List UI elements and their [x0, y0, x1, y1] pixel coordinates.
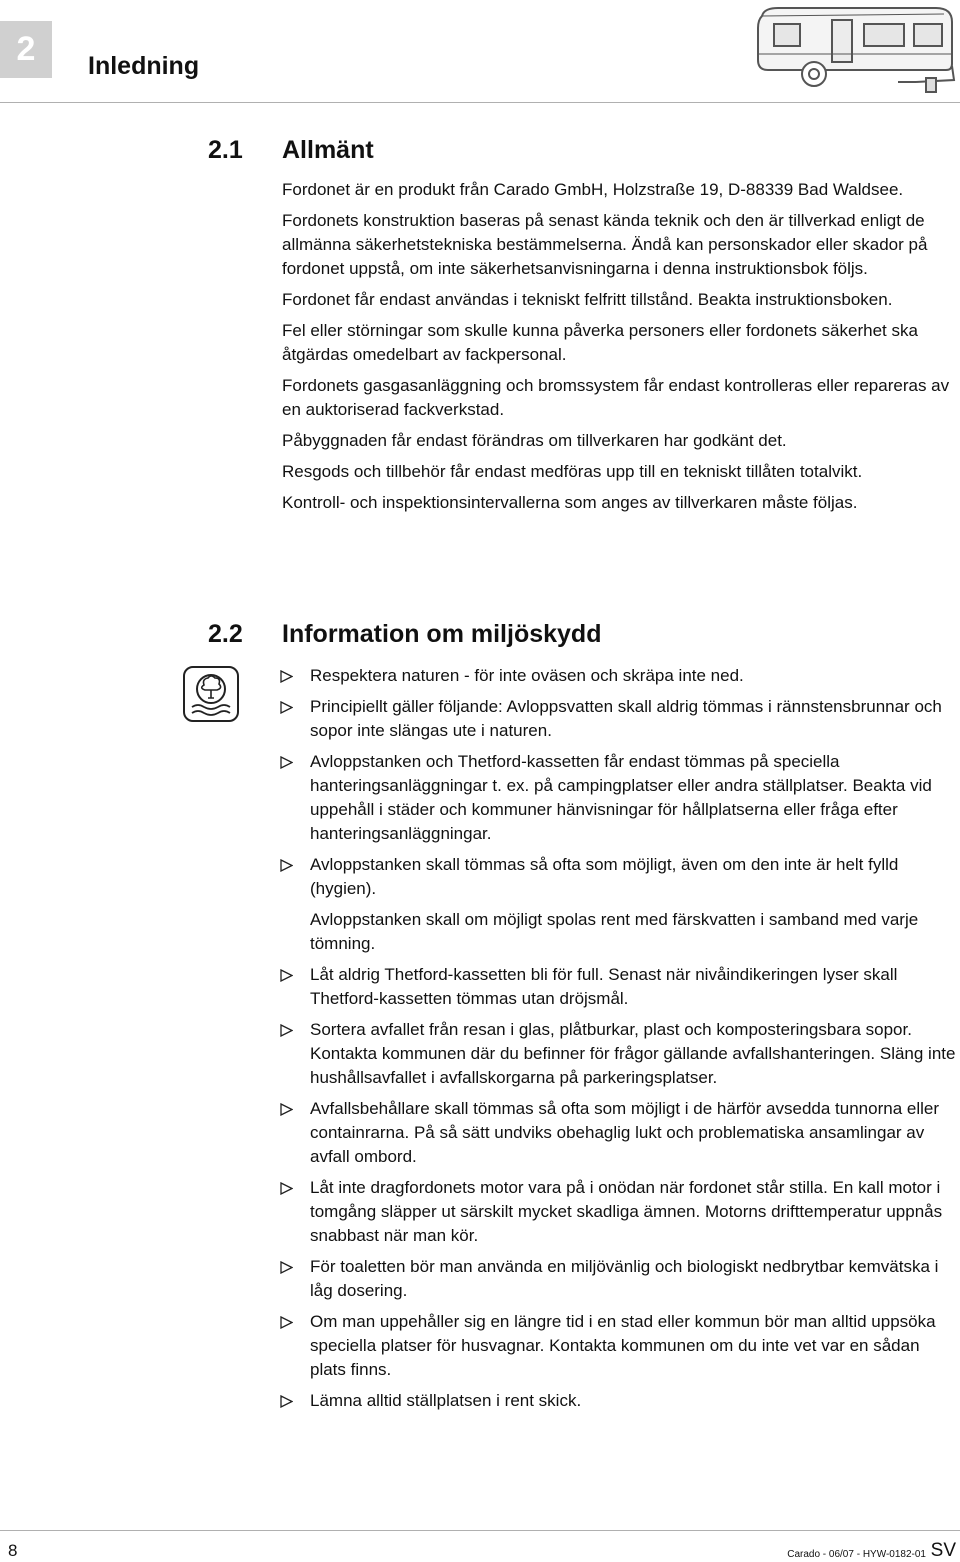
list-item [280, 750, 956, 846]
bullet-text: Avloppstanken skall tömmas så ofta som möjligt, även om den inte är helt fylld (hygien). [310, 855, 899, 898]
paragraph: Resgods och tillbehör får endast medföras upp till en tekniskt tillåten totalvikt. [282, 462, 863, 481]
paragraph: Påbyggnaden får endast förändras om tillverkaren har godkänt det. [282, 431, 787, 450]
triangle-right-icon [280, 1395, 293, 1408]
triangle-right-icon [280, 1024, 293, 1037]
environment-tree-icon [182, 665, 240, 723]
list-item [280, 1176, 956, 1248]
triangle-right-icon [280, 670, 293, 683]
bullet-text: Om man uppehåller sig en längre tid i en stad eller kommun bör man alltid uppsöka speciella platser för husvagnar. Kontakta kommunen om du inte vet var en sådan plats finns. [310, 1312, 936, 1379]
triangle-right-icon [280, 969, 293, 982]
bullet-text: Sortera avfallet från resan i glas, plåtburkar, plast och komposteringsbara sopor. Kontakta kommunen där du befinner för frågor gällande avfallshanteringen. Släng inte hushållsavfallet i avfallskorgarna på parkeringsplatser. [310, 1020, 956, 1087]
triangle-right-icon [280, 701, 293, 714]
bullet-text: Låt inte dragfordonets motor vara på i onödan när fordonet står stilla. En kall motor i tomgång släpper ut särskilt mycket skadliga ämnen. Motorns drifttemperatur uppnås snabbast när man kör. [310, 1178, 943, 1245]
footer-divider [0, 1530, 960, 1531]
chapter-number-box [0, 21, 52, 78]
paragraph: Fordonet är en produkt från Carado GmbH, Holzstraße 19, D-88339 Bad Waldsee. [282, 180, 904, 199]
environment-bullet-list [280, 664, 956, 1420]
bullet-text: För toaletten bör man använda en miljövänlig och biologiskt nedbrytbar kemvätska i låg dosering. [310, 1257, 939, 1300]
bullet-text: Avloppstanken skall om möjligt spolas rent med färskvatten i samband med varje tömning. [310, 910, 919, 953]
bullet-text: Principiellt gäller följande: Avloppsvatten skall aldrig tömmas i rännstensbrunnar och sopor inte slängas ute i naturen. [310, 697, 942, 740]
bullet-text: Avfallsbehållare skall tömmas så ofta som möjligt i de härför avsedda tunnorna eller containrarna. På så sätt undviks obehaglig lukt och problematiska ansamlingar av avfall ombord. [310, 1099, 939, 1166]
bullet-text: Respektera naturen - för inte oväsen och skräpa inte ned. [310, 666, 744, 685]
paragraph: Fordonets konstruktion baseras på senast kända teknik och den är tillverkad enligt de allmänna säkerhetstekniska bestämmelserna. Ändå kan personskador eller skador på fordonet uppstå, om inte säkerhetsanvisningarna i denna instruktionsbok följs. [282, 211, 928, 278]
section-number: 2.2 [208, 620, 243, 648]
list-item [280, 1018, 956, 1090]
language-code: SV [930, 1540, 956, 1561]
list-item [280, 853, 956, 956]
list-item [280, 963, 956, 1011]
chapter-number: 2 [16, 30, 36, 68]
caravan-illustration-icon [748, 2, 958, 100]
triangle-right-icon [280, 756, 293, 769]
document-code: Carado - 06/07 - HYW-0182-01 [787, 1549, 926, 1560]
paragraph: Fordonets gasgasanläggning och bromssystem får endast kontrolleras eller repareras av en auktoriserad fackverkstad. [282, 376, 950, 419]
list-item [280, 1255, 956, 1303]
triangle-right-icon [280, 859, 293, 872]
list-item [280, 1310, 956, 1382]
paragraph: Kontroll- och inspektionsintervallerna som anges av tillverkaren måste följas. [282, 493, 858, 512]
bullet-text: Låt aldrig Thetford-kassetten bli för full. Senast när nivåindikeringen lyser skall Thetford-kassetten tömmas utan dröjsmål. [310, 965, 898, 1008]
chapter-title: Inledning [88, 52, 200, 80]
section-title: Information om miljöskydd [282, 620, 602, 648]
triangle-right-icon [280, 1261, 293, 1274]
section-number: 2.1 [208, 136, 243, 164]
section-body [282, 178, 954, 522]
triangle-right-icon [280, 1182, 293, 1195]
triangle-right-icon [280, 1103, 293, 1116]
page-number: 8 [8, 1541, 18, 1560]
list-item [280, 1097, 956, 1169]
bullet-text: Avloppstanken och Thetford-kassetten får endast tömmas på speciella hanteringsanläggningar t. ex. på campingplatser eller andra ställplatser. Beakta vid uppehåll i städer och kommuner hänvisningar för hållplatserna eller fråga efter hanteringsanläggningar. [310, 752, 932, 843]
paragraph: Fordonet får endast användas i tekniskt felfritt tillstånd. Beakta instruktionsboken. [282, 290, 893, 309]
section-title: Allmänt [282, 136, 374, 164]
list-item [280, 1389, 956, 1413]
header-divider [0, 102, 960, 103]
paragraph: Fel eller störningar som skulle kunna påverka personers eller fordonets säkerhet ska åtgärdas omedelbart av fackpersonal. [282, 321, 918, 364]
bullet-text: Lämna alltid ställplatsen i rent skick. [310, 1391, 582, 1410]
list-item [280, 695, 956, 743]
list-item [280, 664, 956, 688]
triangle-right-icon [280, 1316, 293, 1329]
